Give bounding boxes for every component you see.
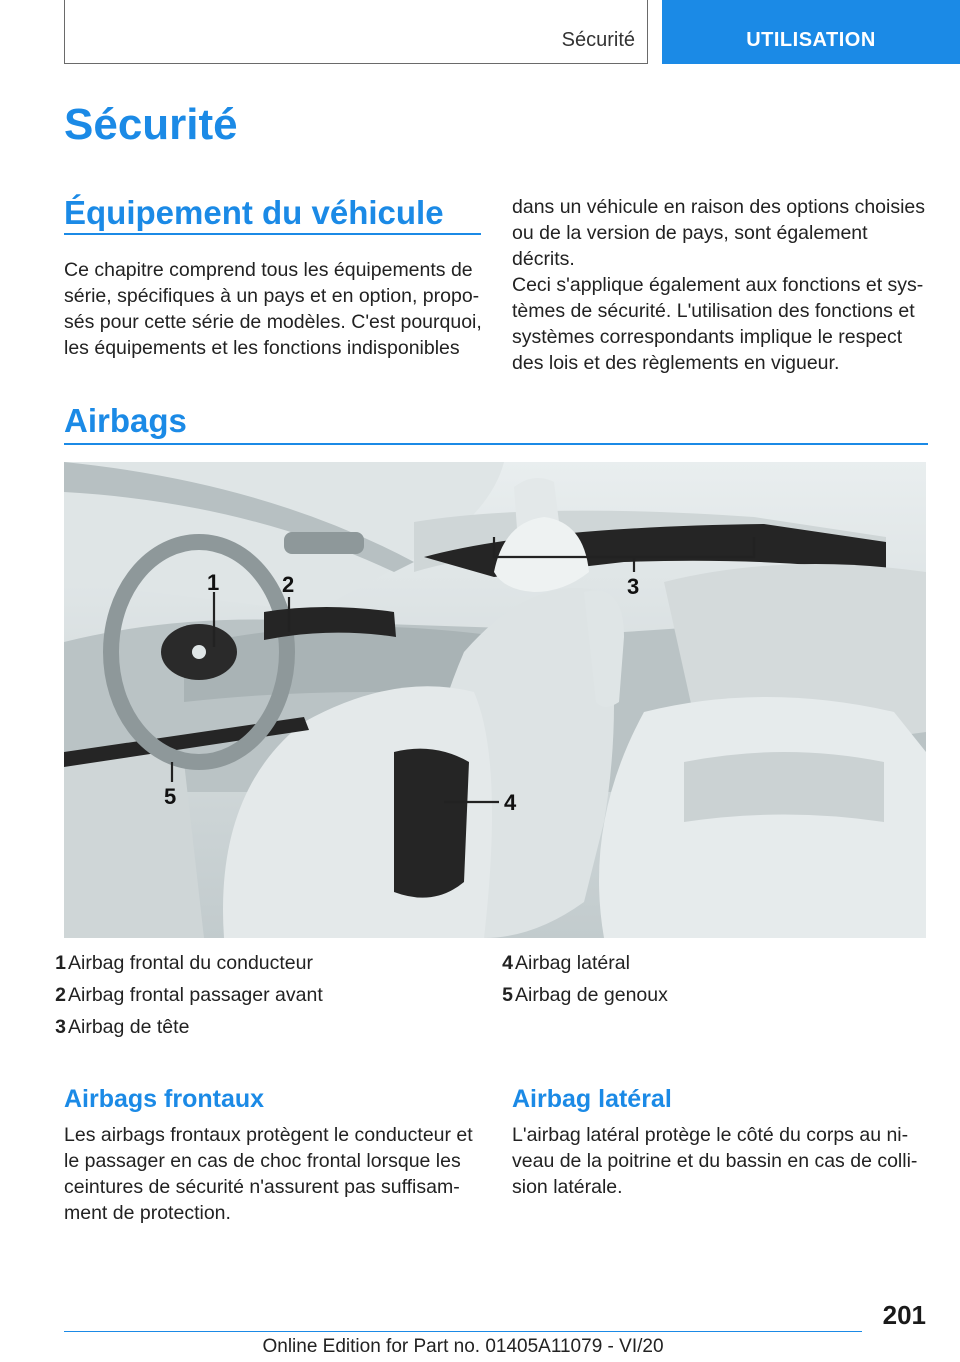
text-line: ment de protection. <box>64 1202 231 1224</box>
callout-1: 1 <box>207 570 220 595</box>
text-line: série, spécifiques à un pays et en option, propo- <box>64 285 480 307</box>
equipment-heading: Équipement du véhicule <box>64 194 444 231</box>
lateral-airbag-heading: Airbag latéral <box>512 1085 672 1113</box>
text-line: ceintures de sécurité n'assurent pas suffisam- <box>64 1176 460 1198</box>
legend-right <box>483 952 668 1016</box>
frontal-airbags-text <box>64 1122 484 1226</box>
legend-number: 2 <box>55 984 66 1006</box>
text-line: Ceci s'applique également aux fonctions et sys- <box>512 274 924 296</box>
text-line: veau de la poitrine et du bassin en cas de colli- <box>512 1150 918 1172</box>
callout-2: 2 <box>282 572 295 597</box>
legend-left <box>36 952 323 1048</box>
callout-3: 3 <box>627 574 640 599</box>
header-section-label: Sécurité <box>561 29 635 51</box>
footer-rule <box>64 1331 862 1332</box>
callout-5: 5 <box>164 784 177 809</box>
text-line: le passager en cas de choc frontal lorsque les <box>64 1150 461 1172</box>
legend-number: 4 <box>502 952 513 974</box>
legend-item <box>36 952 323 984</box>
text-line: sés pour cette série de modèles. C'est pourquoi, <box>64 311 482 333</box>
header-section-box <box>64 0 648 64</box>
page-title: Sécurité <box>64 100 238 149</box>
text-line: systèmes correspondants implique le respect <box>512 326 903 348</box>
page-number: 201 <box>882 1300 926 1330</box>
text-line: Les airbags frontaux protègent le conducteur et <box>64 1124 473 1146</box>
legend-label: Airbag de genoux <box>515 984 668 1006</box>
text-line: Ce chapitre comprend tous les équipements de <box>64 259 473 281</box>
airbags-heading: Airbags <box>64 402 187 439</box>
legend-item <box>36 1016 323 1048</box>
legend-label: Airbag frontal du conducteur <box>68 952 313 974</box>
equipment-text-col1 <box>64 257 484 361</box>
callout-4: 4 <box>504 790 517 815</box>
frontal-airbags-heading: Airbags frontaux <box>64 1085 265 1113</box>
text-line: sion latérale. <box>512 1176 623 1198</box>
text-line: tèmes de sécurité. L'utilisation des fonctions et <box>512 300 915 322</box>
equipment-heading-rule <box>64 233 481 235</box>
legend-label: Airbag latéral <box>515 952 630 974</box>
legend-label: Airbag de tête <box>68 1016 190 1038</box>
legend-item <box>483 984 668 1016</box>
text-line: L'airbag latéral protège le côté du corps au ni- <box>512 1124 909 1146</box>
text-line: des lois et des règlements en vigueur. <box>512 352 840 374</box>
airbags-heading-rule <box>64 443 928 445</box>
header-chapter-label: UTILISATION <box>746 29 876 51</box>
footer-edition: Online Edition for Part no. 01405A11079 - VI/20 <box>262 1336 664 1357</box>
equipment-text-col2 <box>512 194 932 376</box>
airbags-illustration <box>64 462 926 938</box>
legend-item <box>36 984 323 1016</box>
text-line: ou de la version de pays, sont également décrits. <box>512 222 868 270</box>
text-line: les équipements et les fonctions indisponibles <box>64 337 460 359</box>
legend-number: 3 <box>55 1016 66 1038</box>
legend-number: 1 <box>55 952 66 974</box>
legend-label: Airbag frontal passager avant <box>68 984 323 1006</box>
lateral-airbag-text <box>512 1122 932 1200</box>
legend-number: 5 <box>502 984 513 1006</box>
legend-item <box>483 952 668 984</box>
car-interior-drawing <box>64 462 926 938</box>
header-chapter-tab[interactable] <box>662 0 960 64</box>
text-line: dans un véhicule en raison des options choisies <box>512 196 926 218</box>
